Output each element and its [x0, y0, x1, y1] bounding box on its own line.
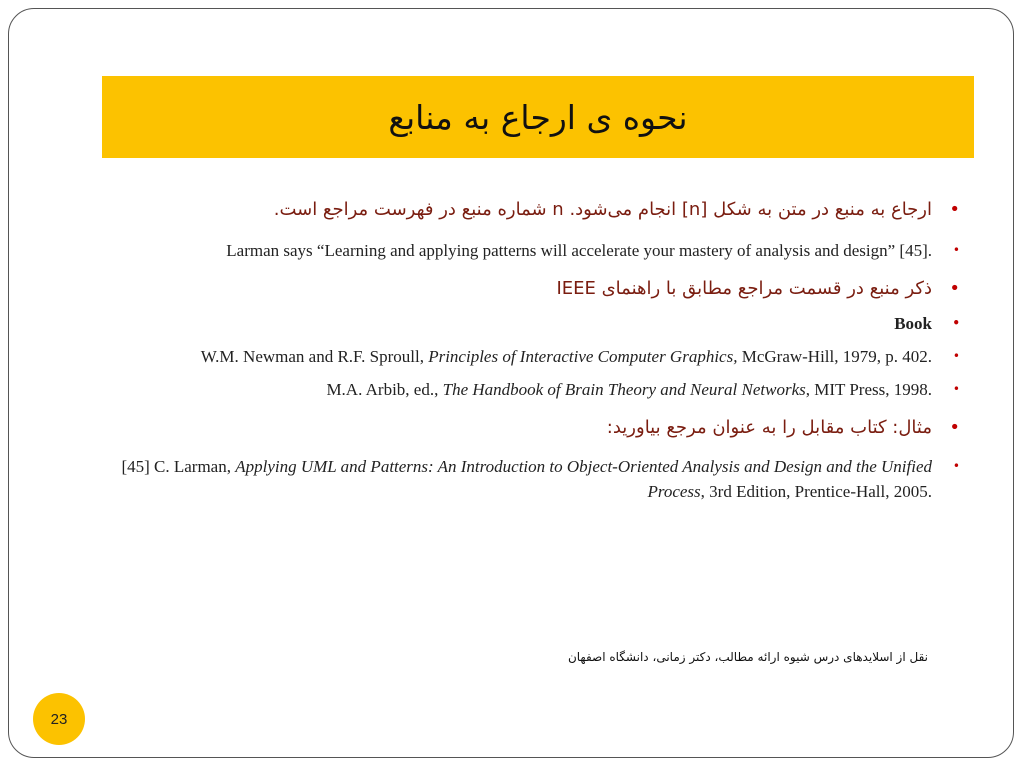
- standard-name: IEEE: [556, 278, 596, 299]
- bullet-icon: •: [949, 199, 960, 220]
- bullet-icon: •: [952, 349, 960, 363]
- reference-details: , MIT Press, 1998.: [805, 380, 932, 399]
- bullet-reference-larman: [110, 454, 962, 504]
- citation-variable: n: [552, 199, 564, 220]
- page-number-badge: [33, 693, 85, 745]
- bullet-book-heading: [110, 311, 962, 336]
- bullet-icon: •: [952, 459, 960, 473]
- bullet-text-part: انجام می‌شود.: [563, 199, 682, 220]
- bullet-icon: •: [952, 243, 960, 257]
- bullet-example-task: [110, 414, 962, 442]
- bullet-reference-newman: [110, 344, 962, 369]
- reference-title: Principles of Interactive Computer Graphics,: [428, 347, 738, 366]
- bullet-text-part: شماره منبع در فهرست مراجع است.: [273, 199, 553, 220]
- page-number: 23: [50, 710, 68, 728]
- bullet-icon: •: [949, 278, 960, 299]
- reference-text: [326, 380, 932, 399]
- reference-details: , 3rd Edition, Prentice-Hall, 2005.: [700, 482, 932, 501]
- reference-text: [201, 347, 932, 366]
- reference-title: The Handbook of Brain Theory and Neural Networks: [442, 380, 806, 399]
- bullet-text: مثال: کتاب مقابل را به عنوان مرجع بیاورید:: [606, 417, 932, 438]
- reference-authors: M.A. Arbib, ed.,: [326, 380, 443, 399]
- bullet-text-part: ذکر منبع در قسمت مراجع مطابق با راهنمای: [595, 278, 932, 299]
- bullet-ieee-guideline: [110, 275, 962, 303]
- book-heading: Book: [894, 314, 932, 333]
- citation-code: [n]: [681, 199, 708, 220]
- bullet-reference-arbib: [110, 377, 962, 402]
- reference-text: [121, 457, 932, 501]
- bullet-icon: •: [952, 316, 960, 330]
- quote-text: Larman says “Learning and applying patterns will accelerate your mastery of analysis and design” [45].: [226, 241, 932, 260]
- reference-prefix: [45] C. Larman,: [121, 457, 236, 476]
- reference-title: Applying UML and Patterns: An Introduction to Object-Oriented Analysis and Design and the Unified Process: [235, 457, 932, 501]
- bullet-citation-format: [110, 196, 962, 224]
- footer-credit: نقل از اسلایدهای درس شیوه ارائه مطالب، دکتر زمانی، دانشگاه اصفهان: [567, 650, 928, 664]
- bullet-list: [110, 196, 962, 504]
- reference-authors: W.M. Newman and R.F. Sproull,: [200, 347, 429, 366]
- bullet-icon: •: [952, 382, 960, 396]
- slide-title: نحوه ی ارجاع به منابع: [388, 97, 688, 137]
- title-bar: [102, 76, 974, 158]
- bullet-icon: •: [949, 417, 960, 438]
- bullet-text-part: ارجاع به منبع در متن به شکل: [707, 199, 932, 220]
- bullet-example-quote: [110, 238, 962, 263]
- reference-details: McGraw-Hill, 1979, p. 402.: [737, 347, 932, 366]
